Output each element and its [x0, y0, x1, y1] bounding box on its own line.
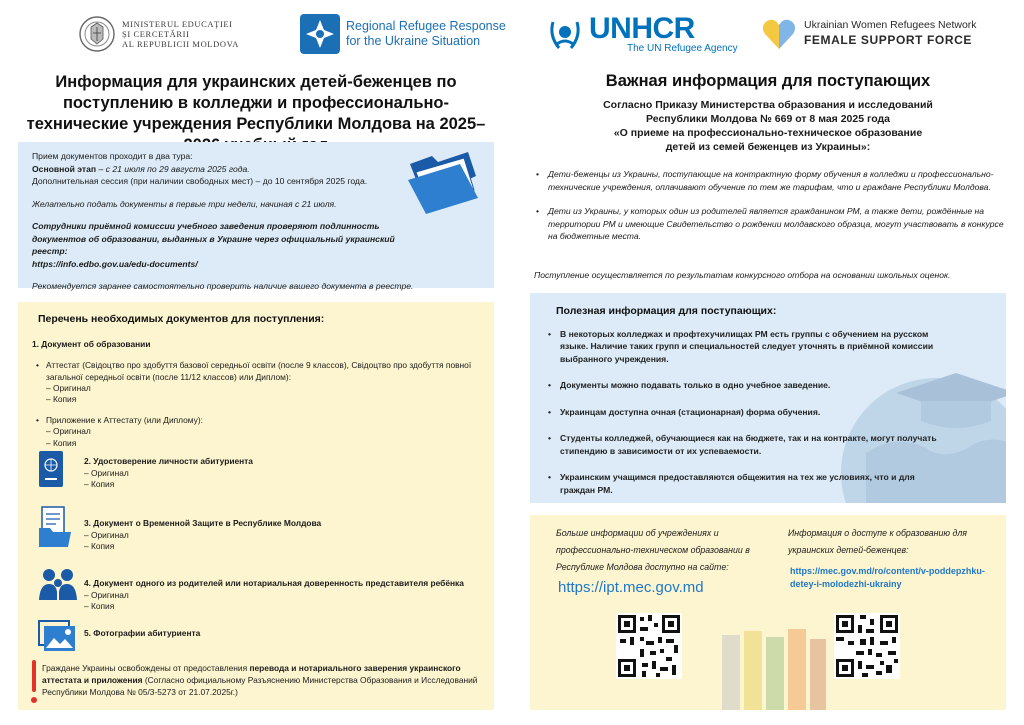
intake-line-1: Прием документов проходит в два тура:	[32, 151, 193, 161]
intake-info-box	[18, 142, 494, 291]
left-title: Информация для украинских детей-беженцев по поступлению в колледжи и профессионально-технические учреждения Республики Молдова на 2025–	[26, 73, 486, 133]
rrp-line-2: for the Ukraine Situation	[346, 34, 481, 48]
advice-text: Желательно подать документы в первые три недели, начиная с 21 июля.	[32, 198, 337, 209]
useful-item: • Украинцам доступна очная (стационарная) форма обучения.	[546, 406, 946, 419]
copy-label: – Копия	[46, 394, 77, 405]
doc-item-5-title: 5. Фотографии абитуриента	[84, 628, 201, 638]
verify-text: Сотрудники приёмной комиссии учебного заведения проверяют подлинность документов об образовании, выданных в Украине через официальный украинский реестр:	[32, 221, 395, 256]
exemption-note-a: Граждане Украины освобождены от предоставления	[42, 663, 250, 673]
order-line: Республики Молдова № 669 от 8 мая 2025 года	[646, 113, 890, 125]
copy-label: – Копия	[84, 479, 115, 489]
ipt-site-link[interactable]: https://ipt.mec.gov.md	[558, 579, 704, 596]
important-bullet: • Дети-беженцы из Украины, поступающие на контрактную форму обучения в колледжи и профессионально-технические учреждения, оплачивают обучение по тем же тарифам, что и граждане Республики Молдова.	[534, 168, 1004, 193]
doc-item-2-title: 2. Удостоверение личности абитуриента	[84, 456, 253, 466]
qr-code-icon[interactable]	[616, 613, 682, 679]
uwrn-logo	[760, 10, 977, 58]
mec-logo	[78, 10, 239, 58]
documents-heading: Перечень необходимых документов для поступления:	[38, 313, 325, 325]
original-label: – Оригинал	[84, 529, 129, 540]
qr-code-icon[interactable]	[834, 613, 900, 679]
more-info-text: Больше информации об учреждениях и профессионально-техническом образовании в Республике Молдова доступно на сайте:	[556, 528, 750, 572]
unhcr-name: UNHCR	[589, 11, 695, 45]
important-bullet: • Дети из Украины, у которых один из родителей является гражданином РМ, а также дети, рождённые на территории РМ и имеющие Свидетельство о рождении молдавского образца, могут участвовать в конкурсе на бюджетные места.	[534, 205, 1004, 243]
main-stage-dates: – с 21 июля по 29 августа 2025 года.	[96, 163, 250, 174]
mec-line-2: ȘI CERCETĂRII	[122, 29, 190, 39]
contest-note: Поступление осуществляется по результатам конкурсного отбора на основании школьных оценок.	[534, 270, 951, 280]
copy-label: – Копия	[84, 541, 115, 551]
important-bullets	[534, 168, 1004, 255]
right-title: Важная информация для поступающих	[605, 72, 931, 90]
original-label: – Оригинал	[46, 426, 91, 437]
doc-item-4	[84, 578, 464, 613]
documents-box	[18, 302, 494, 710]
appendix-bullet	[32, 415, 480, 449]
exemption-note-c: (Согласно официальному Разъяснению Министерства Образования и Исследований Республики Молдова № 05/3-5273 от 21.07.2025г.)	[42, 675, 478, 697]
rrp-logo	[300, 10, 506, 58]
folder-icon	[404, 150, 482, 216]
unhcr-subtitle: The UN Refugee Agency	[627, 42, 738, 54]
original-label: – Оригинал	[46, 382, 91, 393]
appendix-text: • Приложение к Аттестату (или Диплому):	[46, 415, 203, 426]
doc-item-2	[84, 456, 253, 491]
more-info-box	[530, 515, 1006, 710]
family-icon	[38, 566, 78, 602]
original-label: – Оригинал	[84, 467, 129, 478]
recommend-text: Рекомендуется заранее самостоятельно проверить наличие вашего документа в реестре.	[32, 281, 414, 291]
access-info-text: Информация о доступе к образованию для украинских детей-беженцев:	[788, 528, 967, 555]
doc-item-1: 1. Документ об образовании	[32, 339, 151, 350]
copy-label: – Копия	[84, 601, 115, 611]
order-line: детей из семей беженцев из Украины»:	[665, 141, 871, 153]
unhcr-laurel-icon	[545, 14, 585, 54]
moldova-coat-of-arms-icon	[78, 13, 116, 55]
attestat-text: • Аттестат (Свідоцтво про здобуття базової середньої освіти (после 9 классов), Свідоцтво про здобуття повної загальної середньої освіти (после 11/12 классов) или Диплом):	[46, 360, 472, 382]
photo-icon	[38, 620, 76, 652]
mec-access-link[interactable]: https://mec.gov.md/ro/content/v-poddерzhku-detey-i-molodezhi-ukrainy	[790, 566, 985, 589]
useful-heading: Полезная информация для поступающих:	[556, 305, 777, 317]
uwrn-subtitle: FEMALE SUPPORT FORCE	[804, 33, 973, 47]
copy-label: – Копия	[46, 437, 77, 448]
order-reference	[530, 98, 1006, 154]
passport-icon	[38, 450, 64, 488]
doc-item-3-title: 3. Документ о Временной Защите в Республике Молдова	[84, 518, 322, 528]
extra-session: Дополнительная сессия (при наличии свободных мест) – до 10 сентября 2025 года.	[32, 176, 368, 186]
order-line: Согласно Приказу Министерства образования и исследований	[603, 99, 933, 111]
useful-item: • Студенты колледжей, обучающиеся как на бюджете, так и на контракте, могут получать стипендию в зависимости от их успеваемости.	[546, 432, 946, 457]
original-label: – Оригинал	[84, 589, 129, 600]
useful-item: • Документы можно подавать только в одно учебное заведение.	[546, 379, 946, 392]
unhcr-logo	[545, 10, 738, 58]
uwrn-title: Ukrainian Women Refugees Network	[804, 19, 977, 31]
rrp-star-icon	[300, 14, 340, 54]
mec-line-3: AL REPUBLICII MOLDOVA	[122, 39, 239, 49]
heart-icon	[760, 16, 798, 52]
doc-item-4-title: 4. Документ одного из родителей или нотариальная доверенность представителя ребёнка	[84, 578, 464, 588]
edbo-link[interactable]: https://info.edbo.gov.ua/edu-documents/	[32, 258, 198, 269]
document-folder-icon	[38, 506, 72, 548]
useful-info-box	[530, 293, 1006, 503]
attestat-bullet	[32, 360, 480, 405]
rrp-line-1: Regional Refugee Response	[346, 19, 506, 33]
main-stage-label: Основной этап	[32, 163, 97, 174]
useful-item: • Украинским учащимся предоставляются общежития на тех же условиях, что и для граждан РМ.	[546, 471, 946, 496]
binders-icon	[718, 625, 828, 710]
exemption-note	[42, 662, 482, 698]
doc-item-5	[84, 628, 200, 640]
order-line: «О приеме на профессионально-техническое образование	[613, 127, 923, 139]
mec-line-1: MINISTERUL EDUCAȚIEI	[122, 19, 233, 29]
doc-item-3	[84, 518, 321, 553]
exemption-note-b: перевода и нотариального заверения украинского аттестата и приложения	[42, 663, 461, 685]
useful-item: • В некоторых колледжах и профтехучилищах РМ есть группы с обучением на русском языке. Наличие таких групп и специальностей следует уточнять в приёмной комиссии выбранного учреждения.	[546, 328, 946, 366]
